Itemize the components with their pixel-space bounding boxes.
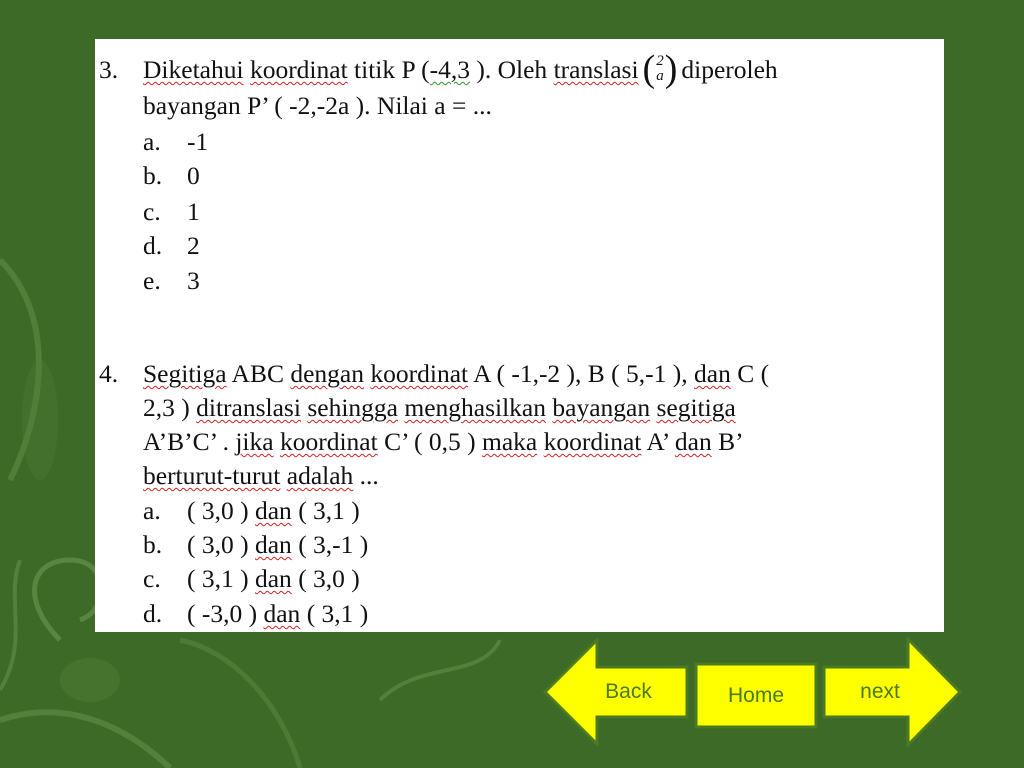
question-text-line: bayangan P’ ( -2,-2a ). Nilai a = ... <box>143 91 492 120</box>
question-text-line: berturut-turut adalah ... <box>143 461 379 490</box>
answer-option: d. ( -3,0 ) dan ( 3,1 ) <box>143 599 369 628</box>
question-text-line: Diketahui koordinat titik P (-4,3 ). Oleh translasi ( 2 a ) diperoleh <box>143 48 778 91</box>
question-text-line: A’B’C’ . jika koordinat C’ ( 0,5 ) maka koordinat A’ dan B’ <box>143 427 744 456</box>
back-button[interactable] <box>543 638 690 746</box>
answer-option: b. 0 <box>143 161 200 190</box>
answer-option: c. 1 <box>143 197 200 226</box>
next-button[interactable] <box>822 637 962 747</box>
answer-option: c. ( 3,1 ) dan ( 3,0 ) <box>143 564 360 593</box>
slide-content <box>95 39 944 632</box>
question-text-line: Segitiga ABC dengan koordinat A ( -1,-2 ), B ( 5,-1 ), dan C ( <box>143 359 770 388</box>
next-label: next <box>860 680 900 703</box>
answer-option: b. ( 3,0 ) dan ( 3,-1 ) <box>143 530 369 559</box>
answer-option: d. 2 <box>143 231 200 260</box>
answer-option: e. 3 <box>143 266 200 295</box>
question-number: 3. <box>99 55 119 84</box>
question-number: 4. <box>99 359 119 388</box>
translation-vector: ( 2 a ) <box>642 48 678 91</box>
answer-option: a. -1 <box>143 127 209 156</box>
home-label: Home <box>727 684 785 707</box>
back-label: Back <box>605 680 652 703</box>
question-text-line: 2,3 ) ditranslasi sehingga menghasilkan bayangan segitiga <box>143 393 736 422</box>
answer-option: a. ( 3,0 ) dan ( 3,1 ) <box>143 496 360 525</box>
home-button[interactable] <box>694 662 818 729</box>
